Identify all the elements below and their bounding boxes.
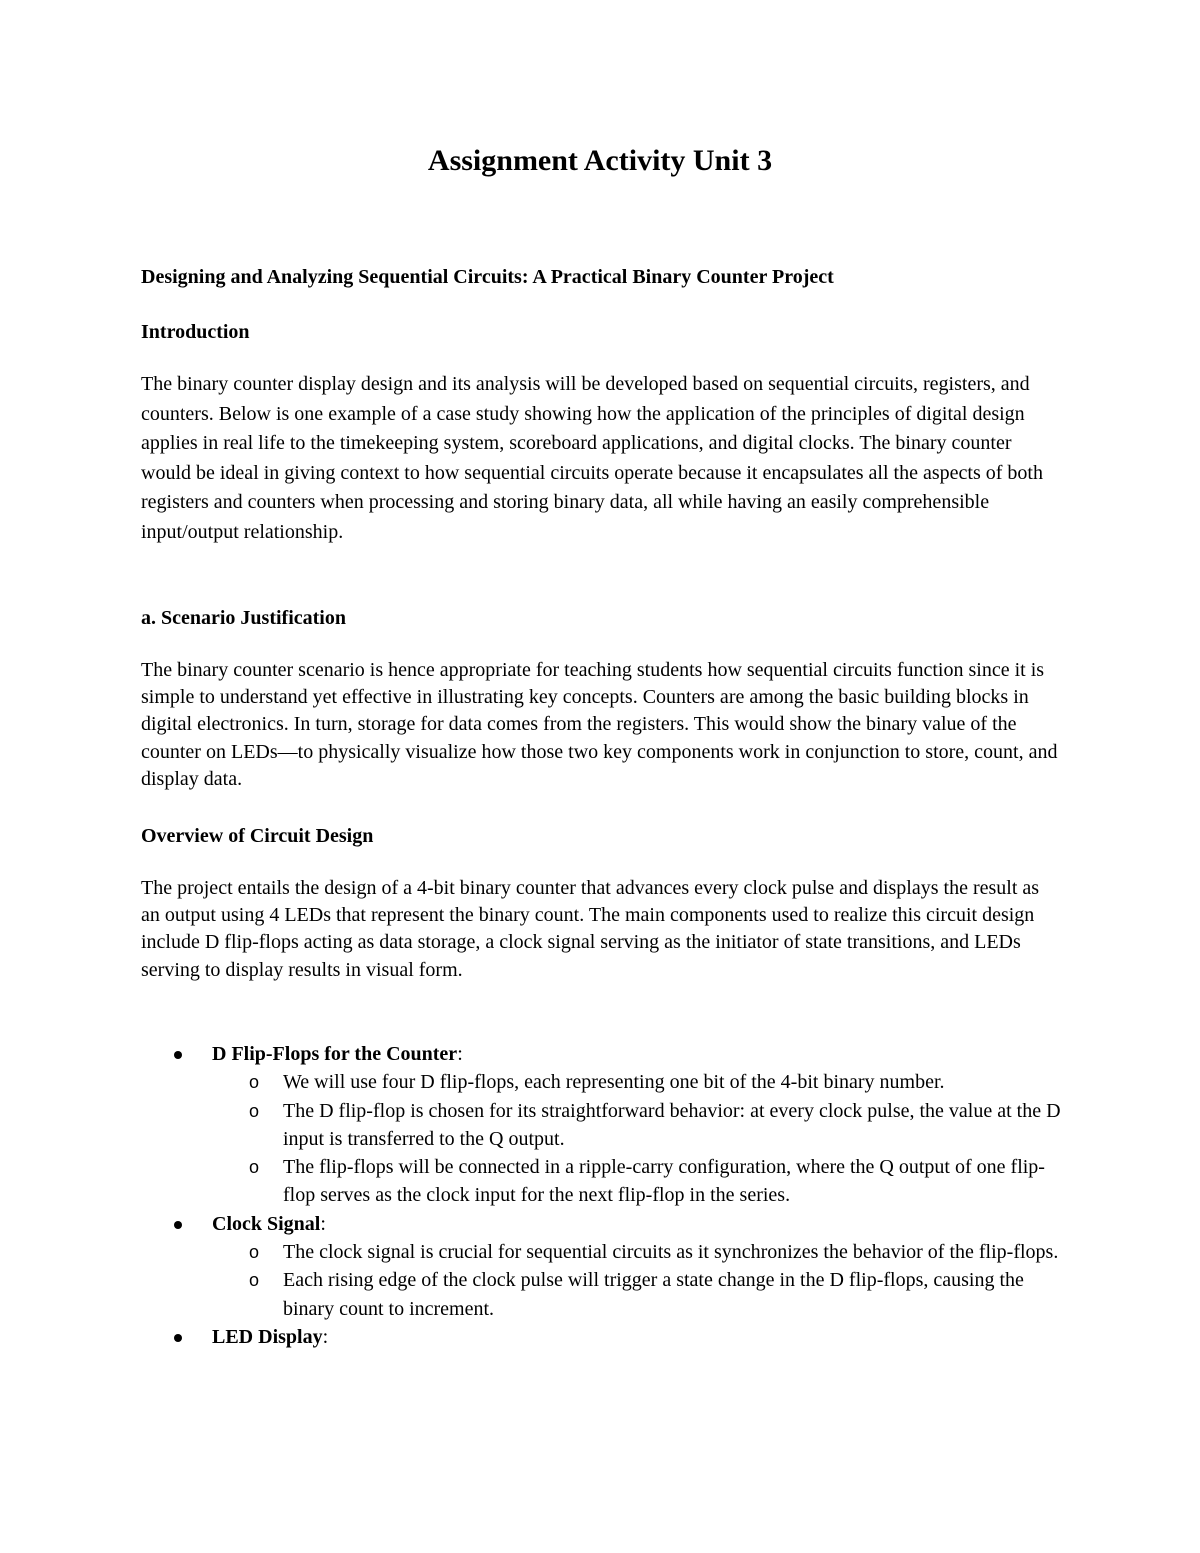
sub-bullet-list xyxy=(212,1068,1061,1209)
circuit-design-overview-paragraph: The project entails the design of a 4-bit binary counter that advances every clock pulse and displays the result as an output using 4 LEDs that represent the binary count. The main components used to realize this circuit design include D flip-flops acting as data storage, a clock signal serving as the initiator of state transitions, and LEDs serving to display results in visual form. xyxy=(141,877,1040,981)
document-title: Assignment Activity Unit 3 xyxy=(427,144,773,177)
hollow-bullet-icon: o xyxy=(249,1100,260,1121)
scenario-justification-heading: a. Scenario Justification xyxy=(141,607,346,629)
bullet-dot-icon xyxy=(174,1334,182,1342)
hollow-bullet-icon: o xyxy=(249,1072,260,1093)
bullet-label: D Flip-Flops for the Counter: xyxy=(212,1043,463,1065)
bullet-dot-icon xyxy=(174,1221,182,1229)
introduction-heading: Introduction xyxy=(141,321,250,343)
hollow-bullet-icon: o xyxy=(249,1270,260,1291)
bullet-label: LED Display: xyxy=(212,1325,329,1348)
scenario-justification-paragraph: The binary counter scenario is hence appropriate for teaching students how sequential circuits function since it is simple to understand yet effective in illustrating key concepts. Counters are among the basic building blocks in digital electronics. In turn, storage for data comes from the registers. This would show the binary value of the counter on LEDs—to physically visualize how those two key components work in conjunction to store, count, and display data. xyxy=(141,659,1058,790)
bullet-dot-icon xyxy=(174,1051,182,1059)
bullet-label: Clock Signal: xyxy=(212,1212,326,1235)
introduction-paragraph: The binary counter display design and its analysis will be developed based on sequential circuits, registers, and counters. Below is one example of a case study showing how the application of the principles of digital design applies in real life to the timekeeping system, scoreboard applications, and digital clocks. The binary counter would be ideal in giving context to how sequential circuits operate because it encapsulates all the aspects of both registers and counters when processing and storing binary data, all while having an easily comprehensible input/output relationship. xyxy=(141,373,1043,543)
hollow-bullet-icon: o xyxy=(249,1157,260,1178)
sub-bullet-item: o The D flip-flop is chosen for its straightforward behavior: at every clock pulse, the value at the D input is transferred to the Q output. xyxy=(212,1097,1061,1154)
sub-bullet-item: o We will use four D flip-flops, each representing one bit of the 4-bit binary number. xyxy=(212,1068,1061,1096)
bullet-item-led-display xyxy=(141,1323,1061,1351)
document-subtitle: Designing and Analyzing Sequential Circuits: A Practical Binary Counter Project xyxy=(141,266,834,288)
bullet-item-clock-signal xyxy=(141,1210,1061,1323)
components-bullet-list xyxy=(141,1040,1061,1351)
sub-bullet-item: o Each rising edge of the clock pulse will trigger a state change in the D flip-flops, causing the binary count to increment. xyxy=(212,1266,1061,1323)
sub-bullet-item: o The clock signal is crucial for sequential circuits as it synchronizes the behavior of the flip-flops. xyxy=(212,1238,1061,1266)
sub-bullet-list xyxy=(212,1238,1061,1323)
circuit-design-overview-heading: Overview of Circuit Design xyxy=(141,825,374,847)
bullet-item-d-flip-flops xyxy=(141,1040,1061,1210)
hollow-bullet-icon: o xyxy=(249,1242,260,1263)
sub-bullet-item: o The flip-flops will be connected in a ripple-carry configuration, where the Q output of one flip-flop serves as the clock input for the next flip-flop in the series. xyxy=(212,1153,1061,1210)
